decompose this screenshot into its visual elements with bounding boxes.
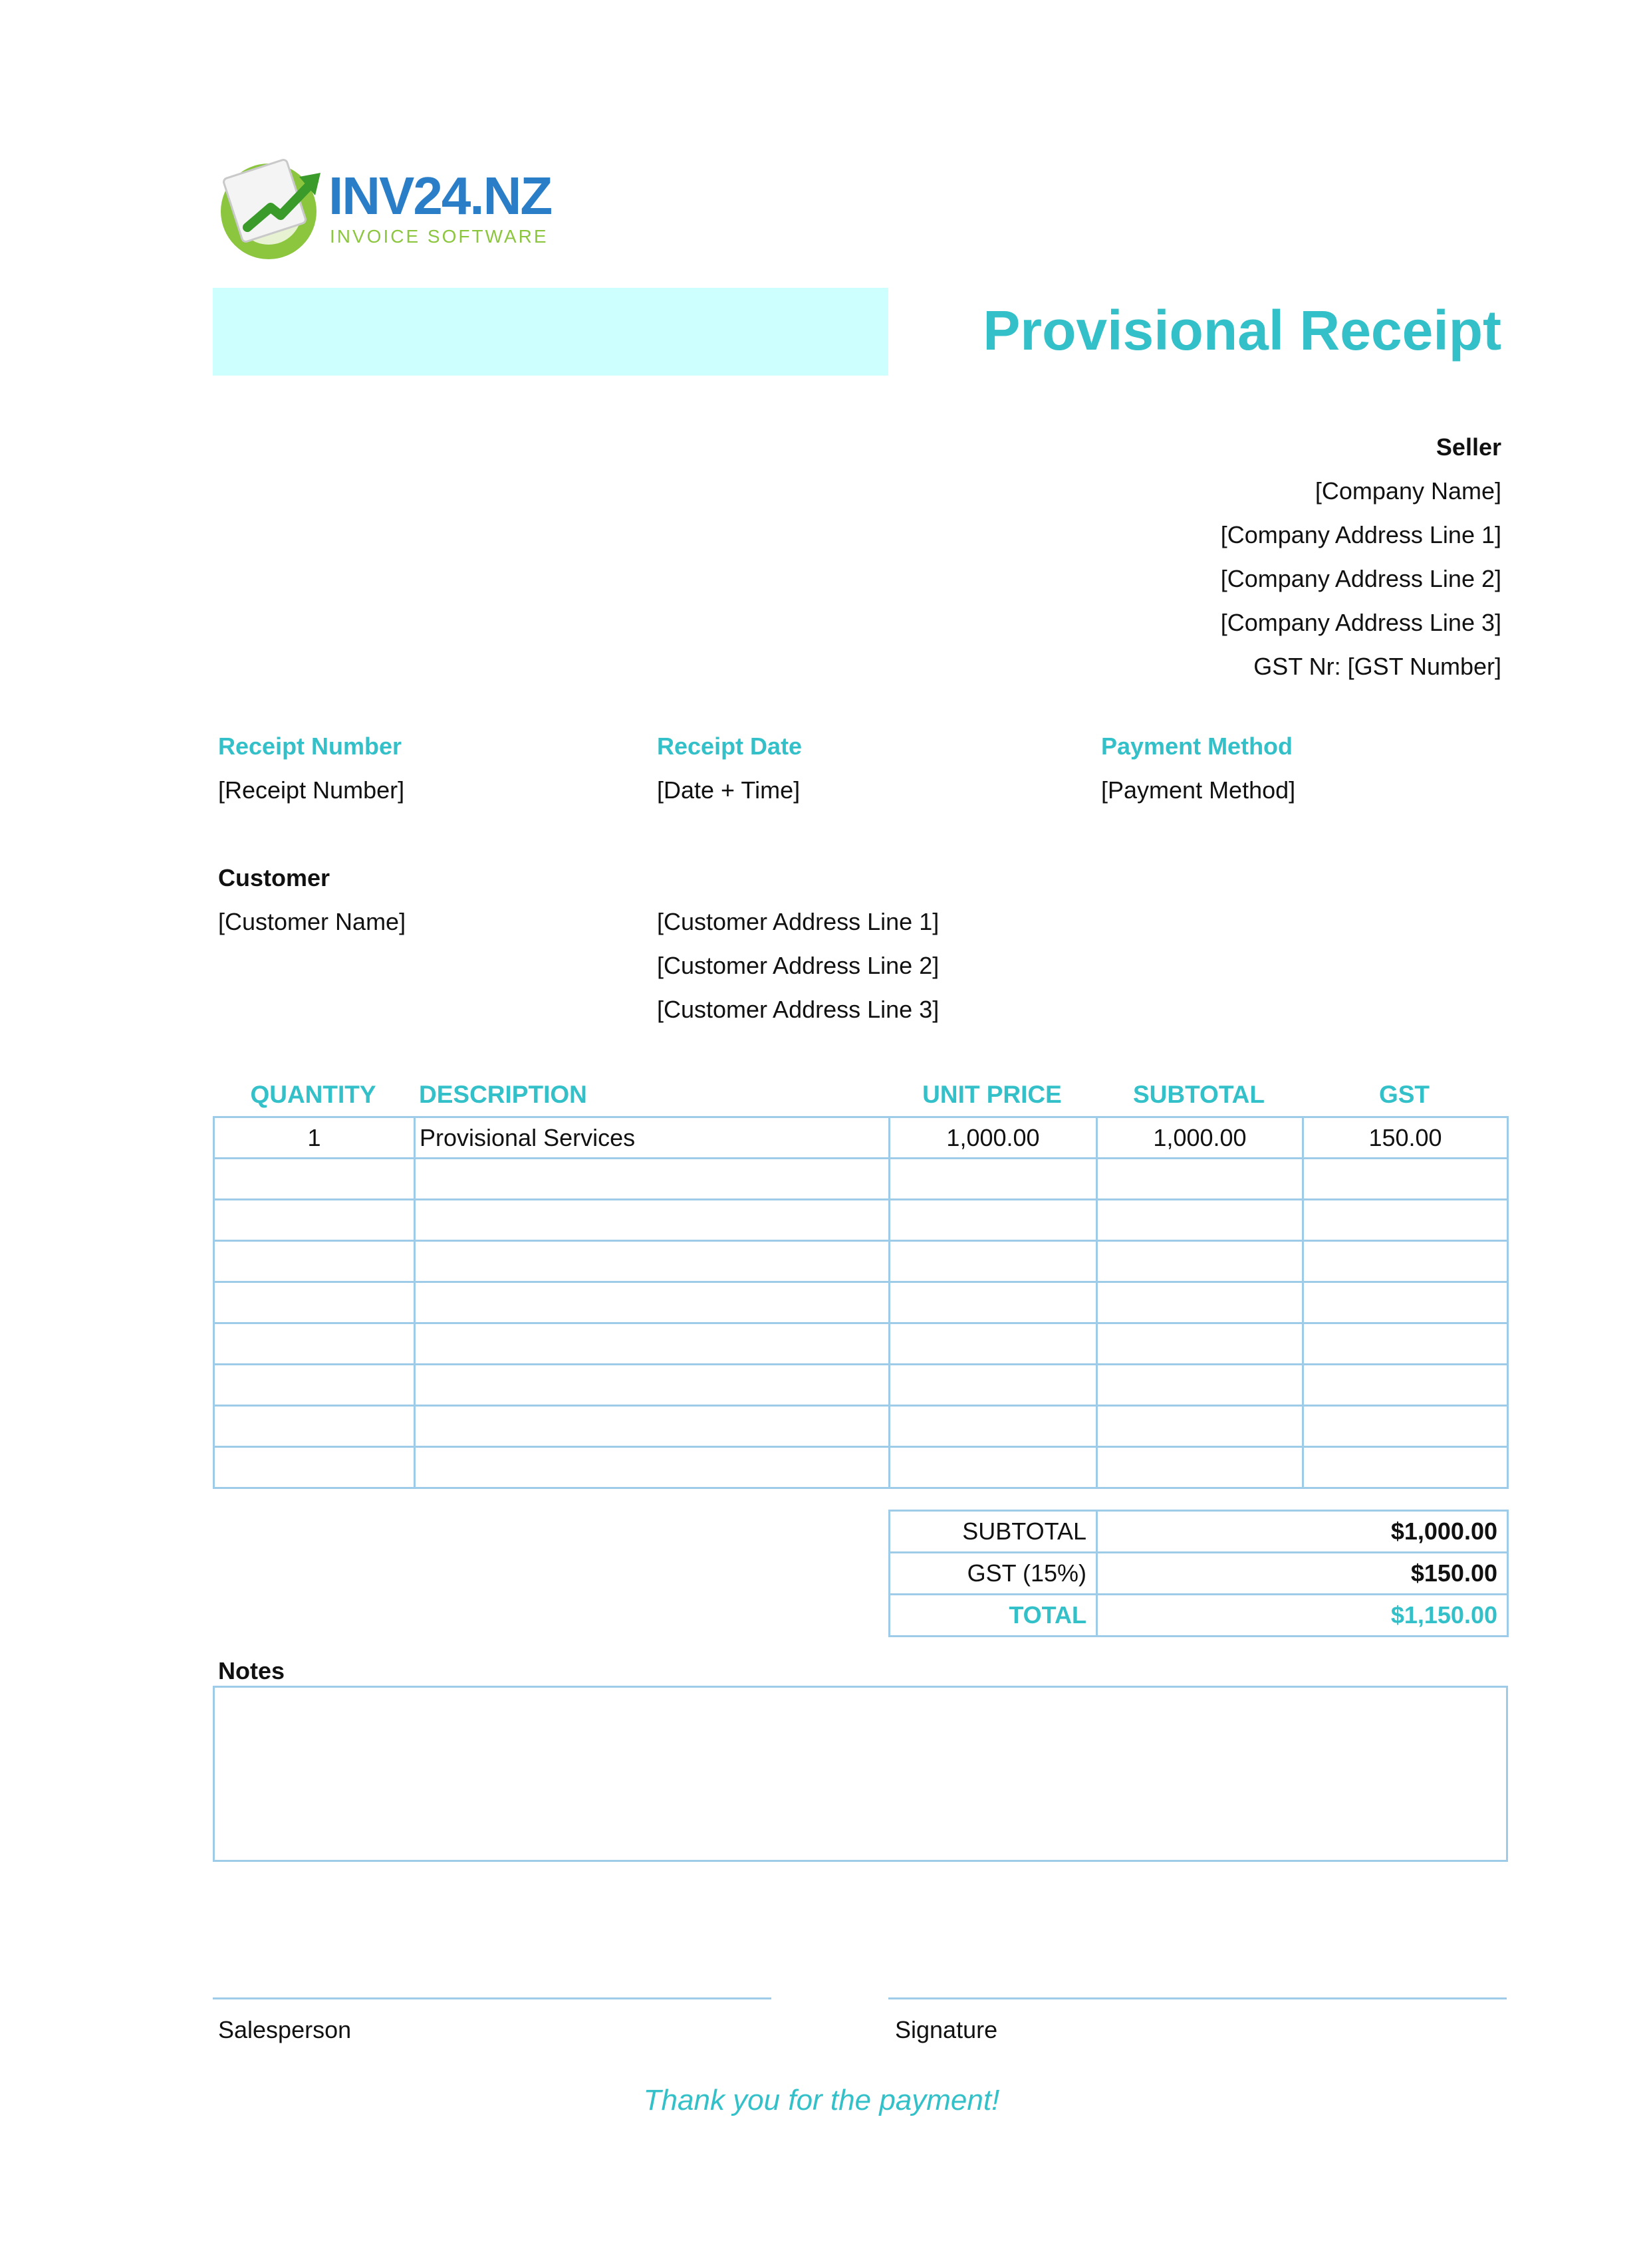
cell-quantity (214, 1241, 415, 1282)
notes-box (213, 1686, 1508, 1862)
column-header-gst: GST (1378, 1081, 1430, 1108)
cell-quantity: 1 (214, 1117, 415, 1159)
cell-unit-price: 1,000.00 (890, 1117, 1097, 1159)
customer-heading: Customer (218, 864, 330, 891)
cell-unit-price (890, 1241, 1097, 1282)
cell-subtotal (1097, 1323, 1303, 1365)
page-title: Provisional Receipt (983, 299, 1501, 362)
cell-gst (1303, 1200, 1508, 1241)
cell-unit-price (890, 1406, 1097, 1447)
salesperson-label: Salesperson (218, 2016, 352, 2043)
cell-subtotal (1097, 1159, 1303, 1200)
logo-icon (214, 154, 327, 261)
signature-label: Signature (895, 2016, 998, 2043)
seller-address-line-3: [Company Address Line 3] (1220, 609, 1501, 636)
column-header-subtotal: SUBTOTAL (1132, 1081, 1265, 1108)
receipt-number-value: [Receipt Number] (218, 776, 405, 804)
logo-brand: INV24.NZ (328, 166, 552, 225)
cell-description (415, 1159, 890, 1200)
cell-description (415, 1406, 890, 1447)
receipt-date-value: [Date + Time] (657, 776, 801, 804)
table-row (214, 1365, 1508, 1406)
cell-quantity (214, 1159, 415, 1200)
total-value: $1,150.00 (1097, 1595, 1508, 1637)
cell-quantity (214, 1447, 415, 1488)
seller-address-line-2: [Company Address Line 2] (1220, 565, 1501, 592)
logo-tagline: INVOICE SOFTWARE (330, 226, 549, 247)
cell-subtotal (1097, 1406, 1303, 1447)
column-header-quantity: QUANTITY (250, 1081, 376, 1108)
totals-row-subtotal (890, 1511, 1508, 1553)
title-band (213, 288, 888, 376)
table-row (214, 1406, 1508, 1447)
total-label: TOTAL (890, 1595, 1097, 1637)
cell-gst (1303, 1159, 1508, 1200)
cell-gst (1303, 1406, 1508, 1447)
cell-unit-price (890, 1447, 1097, 1488)
cell-description (415, 1365, 890, 1406)
cell-description (415, 1200, 890, 1241)
table-row (214, 1282, 1508, 1323)
cell-quantity (214, 1406, 415, 1447)
cell-description (415, 1282, 890, 1323)
table-row (214, 1241, 1508, 1282)
cell-quantity (214, 1323, 415, 1365)
salesperson-line (213, 1997, 771, 1999)
table-row (214, 1323, 1508, 1365)
cell-subtotal (1097, 1200, 1303, 1241)
cell-unit-price (890, 1365, 1097, 1406)
cell-quantity (214, 1200, 415, 1241)
payment-method-label: Payment Method (1101, 733, 1293, 760)
signature-line (888, 1997, 1507, 1999)
cell-gst (1303, 1365, 1508, 1406)
column-header-description: DESCRIPTION (419, 1081, 587, 1108)
seller-company-name: [Company Name] (1315, 477, 1501, 505)
cell-subtotal (1097, 1241, 1303, 1282)
cell-gst (1303, 1282, 1508, 1323)
cell-gst: 150.00 (1303, 1117, 1508, 1159)
seller-heading: Seller (1436, 433, 1501, 461)
cell-description (415, 1241, 890, 1282)
column-header-unit-price: UNIT PRICE (922, 1081, 1062, 1108)
cell-unit-price (890, 1323, 1097, 1365)
payment-method-value: [Payment Method] (1101, 776, 1296, 804)
table-row (214, 1447, 1508, 1488)
totals-row-total (890, 1595, 1508, 1637)
cell-gst (1303, 1323, 1508, 1365)
table-row (214, 1117, 1508, 1159)
cell-subtotal (1097, 1447, 1303, 1488)
items-table (213, 1116, 1509, 1489)
cell-unit-price (890, 1282, 1097, 1323)
subtotal-label: SUBTOTAL (890, 1511, 1097, 1553)
cell-description (415, 1323, 890, 1365)
totals-table (888, 1510, 1509, 1637)
table-row (214, 1159, 1508, 1200)
cell-gst (1303, 1241, 1508, 1282)
seller-block (903, 425, 1501, 689)
cell-description (415, 1447, 890, 1488)
seller-gst-number: GST Nr: [GST Number] (1253, 653, 1501, 680)
customer-address-line-1: [Customer Address Line 1] (657, 908, 940, 935)
cell-subtotal (1097, 1282, 1303, 1323)
cell-description: Provisional Services (415, 1117, 890, 1159)
subtotal-value: $1,000.00 (1097, 1511, 1508, 1553)
cell-quantity (214, 1365, 415, 1406)
cell-subtotal: 1,000.00 (1097, 1117, 1303, 1159)
receipt-date-label: Receipt Date (657, 733, 803, 760)
receipt-number-label: Receipt Number (218, 733, 402, 760)
thank-you-message: Thank you for the payment! (643, 2084, 1000, 2116)
cell-subtotal (1097, 1365, 1303, 1406)
seller-address-line-1: [Company Address Line 1] (1220, 521, 1501, 548)
cell-quantity (214, 1282, 415, 1323)
customer-address-line-2: [Customer Address Line 2] (657, 952, 940, 979)
cell-unit-price (890, 1200, 1097, 1241)
gst-value: $150.00 (1097, 1553, 1508, 1595)
notes-heading: Notes (218, 1657, 285, 1684)
customer-address-line-3: [Customer Address Line 3] (657, 996, 940, 1023)
totals-row-gst (890, 1553, 1508, 1595)
cell-unit-price (890, 1159, 1097, 1200)
gst-label: GST (15%) (890, 1553, 1097, 1595)
customer-name: [Customer Name] (218, 908, 406, 935)
table-row (214, 1200, 1508, 1241)
cell-gst (1303, 1447, 1508, 1488)
